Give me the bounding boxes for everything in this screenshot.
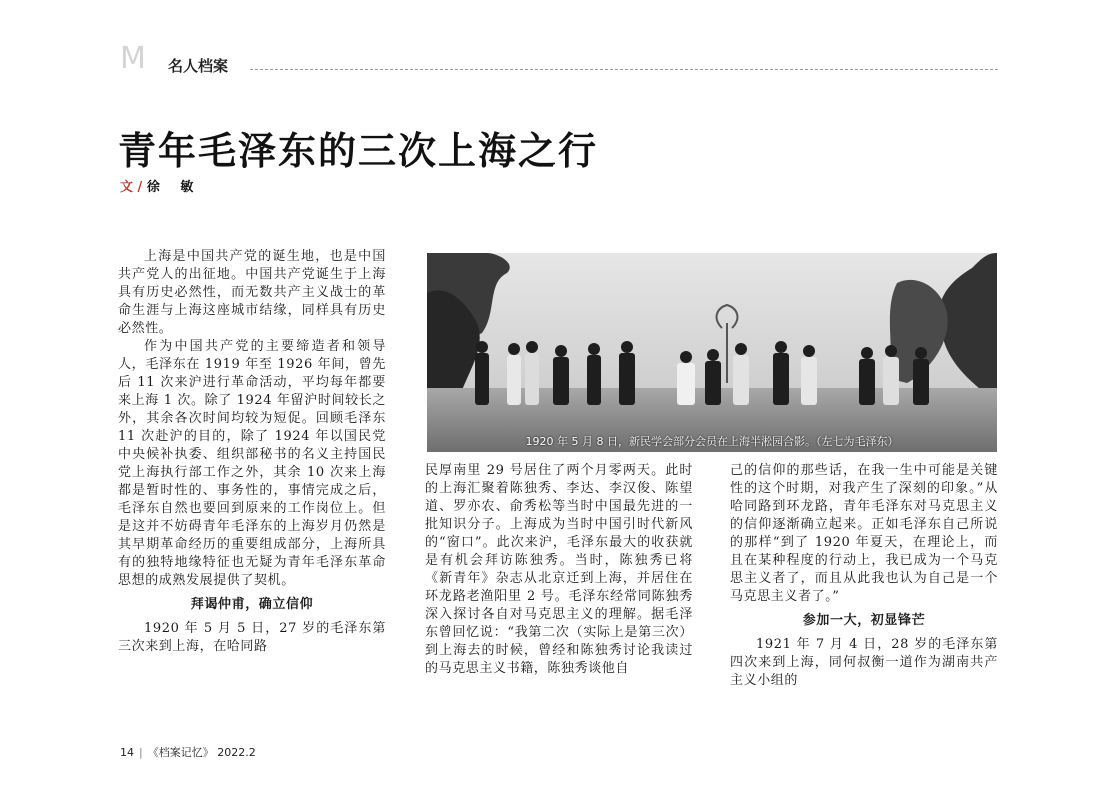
page-footer xyxy=(120,744,256,760)
photo-illustration xyxy=(427,253,997,452)
byline-prefix: 文 / xyxy=(120,180,143,195)
byline-author: 徐 敏 xyxy=(146,180,202,195)
text-column-2 xyxy=(425,462,693,678)
paragraph: 1920 年 5 月 5 日，27 岁的毛泽东第三次来到上海，在哈同路 xyxy=(118,621,386,654)
journal-name: 《档案记忆》 xyxy=(147,746,214,759)
photo-caption: 1920 年 5 月 8 日，新民学会部分会员在上海半淞园合影。（左七为毛泽东） xyxy=(525,435,899,448)
header-divider xyxy=(250,69,998,70)
article-title: 青年毛泽东的三次上海之行 xyxy=(118,129,599,173)
paragraph: 上海是中国共产党的诞生地，也是中国共产党人的出征地。中国共产党诞生于上海具有历史必然性，而无数共产主义战士的革命生涯与上海这座城市结缘，同样具有历史必然性。 xyxy=(118,249,386,336)
section-name: 名人档案 xyxy=(168,57,229,75)
issue-number: 2022.2 xyxy=(217,746,256,759)
paragraph: 己的信仰的那些话，在我一生中可能是关键性的这个时期，对我产生了深刻的印象。”从哈同路到环龙路，青年毛泽东对马克思主义的信仰逐渐确立起来。正如毛泽东自己所说的那样“到了 1920 年夏天，在理论上，而且在某种程度的行动上，我已成为一个马克思主义者了，而且从此我也认为自己是一个马克思主义者了。” xyxy=(730,463,998,604)
section-heading: 参加一大，初显锋芒 xyxy=(802,613,926,628)
section-logo: M xyxy=(120,41,144,76)
text-column-3 xyxy=(730,462,998,690)
paragraph: 作为中国共产党的主要缔造者和领导人，毛泽东在 1919 年至 1926 年间，曾先后 11 次来沪进行革命活动，平均每年都要来上海 1 次。除了 1924 年留沪时间较长之外，其余各次时间均较为短促。回顾毛泽东 11 次赴沪的目的，除了 1924 年以国民党中央候补执委、组织部秘书的名义主持国民党上海执行部工作之外，其余 10 次来上海都是暂时性的、事务性的，事情完成之后，毛泽东自然也要回到原来的工作岗位上。但是这并不妨碍青年毛泽东的上海岁月仍然是其早期革命经历的重要组成部分，上海所具有的独特地缘特征也无疑为青年毛泽东革命思想的成熟发展提供了契机。 xyxy=(118,339,386,588)
paragraph: 1921 年 7 月 4 日，28 岁的毛泽东第四次来到上海，同何叔衡一道作为湖南共产主义小组的 xyxy=(730,637,998,688)
footer-divider: | xyxy=(139,746,143,759)
historical-photo xyxy=(427,253,997,452)
page-number: 14 xyxy=(120,746,134,759)
section-heading: 拜谒仲甫，确立信仰 xyxy=(190,597,314,612)
text-column-1 xyxy=(118,248,386,656)
paragraph: 民厚南里 29 号居住了两个月零两天。此时的上海汇聚着陈独秀、李达、李汉俊、陈望道、罗亦农、俞秀松等当时中国最先进的一批知识分子。上海成为当时中国引时代新风的“窗口”。此次来沪，毛泽东最大的收获就是有机会拜访陈独秀。当时，陈独秀已将《新青年》杂志从北京迁到上海，并居住在环龙路老渔阳里 2 号。毛泽东经常同陈独秀深入探讨各自对马克思主义的理解。据毛泽东曾回忆说：“我第二次（实际上是第三次）到上海去的时候，曾经和陈独秀讨论我读过的马克思主义书籍，陈独秀谈他自 xyxy=(425,463,693,676)
byline xyxy=(120,176,201,195)
